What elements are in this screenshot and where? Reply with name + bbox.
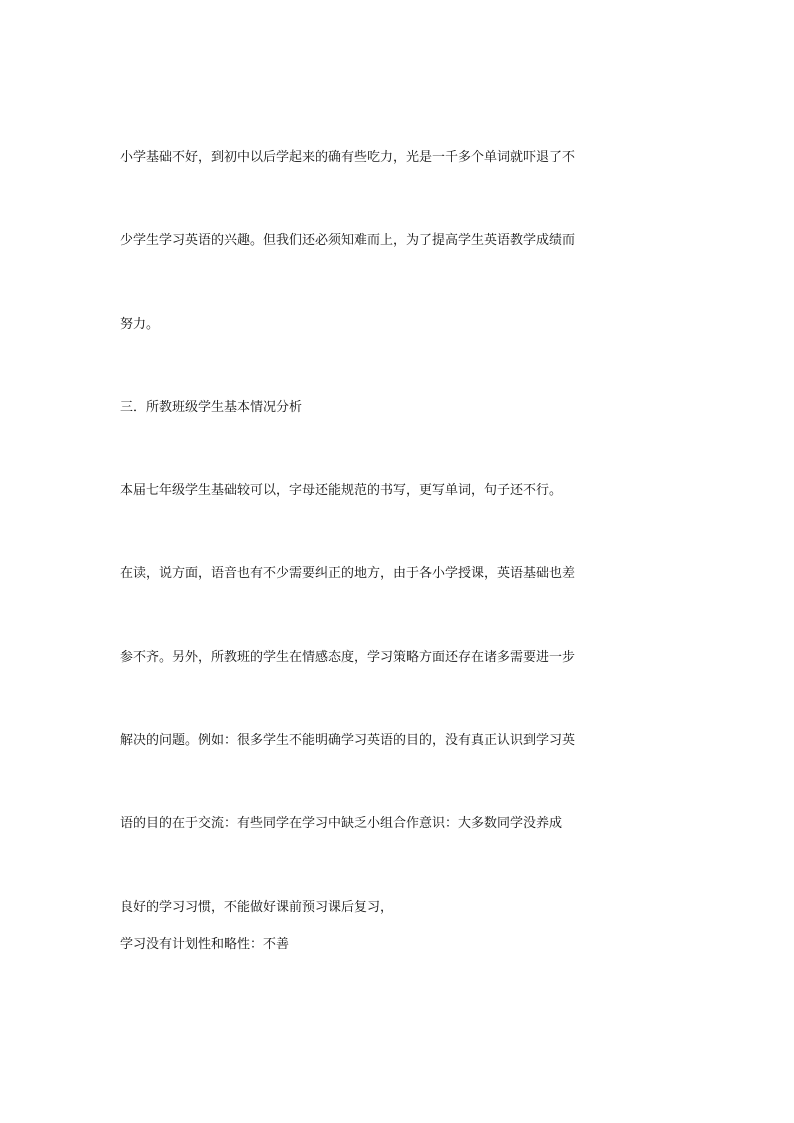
- text-line: 参不齐。另外，所教班的学生在情感态度，学习策略方面还存在诸多需要进一步: [120, 650, 576, 665]
- text-line: 良好的学习习惯，不能做好课前预习课后复习，: [120, 900, 394, 915]
- text-line: 努力。: [120, 317, 160, 332]
- text-line: 小学基础不好，到初中以后学起来的确有些吃力，光是一千多个单词就吓退了不: [120, 150, 576, 165]
- text-line: 在读，说方面，语音也有不少需要纠正的地方，由于各小学授课，英语基础也差: [120, 566, 576, 581]
- text-line: 本届七年级学生基础较可以，字母还能规范的书写，更写单词，句子还不行。: [120, 483, 563, 498]
- text-line: 学习没有计划性和略性：不善: [120, 937, 290, 952]
- text-line: 少学生学习英语的兴趣。但我们还必须知难而上，为了提高学生英语教学成绩而: [120, 233, 576, 248]
- text-line: 语的目的在于交流：有些同学在学习中缺乏小组合作意识：大多数同学没养成: [120, 816, 563, 831]
- text-line: 解决的问题。例如：很多学生不能明确学习英语的目的，没有真正认识到学习英: [120, 733, 576, 748]
- section-heading: 三．所教班级学生基本情况分析: [120, 400, 303, 415]
